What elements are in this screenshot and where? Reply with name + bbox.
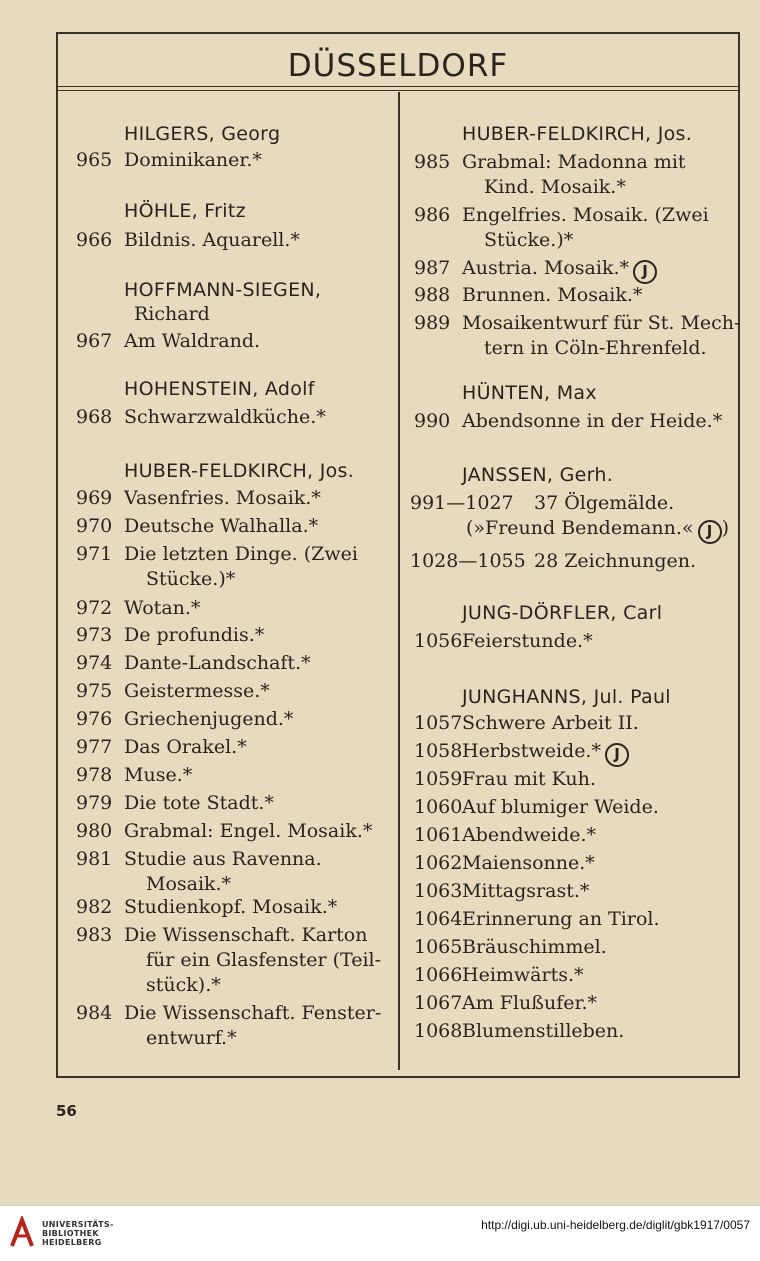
catalogue-number: 990 xyxy=(414,410,451,432)
catalogue-number: 971 xyxy=(76,543,113,565)
artwork-title-text: Griechenjugend.* xyxy=(124,708,294,730)
artwork-title xyxy=(462,992,597,1014)
artwork-title-continued xyxy=(146,568,235,590)
catalogue-number: 973 xyxy=(76,624,113,646)
artwork-title xyxy=(124,652,311,674)
artwork-title xyxy=(462,740,629,767)
artwork-title xyxy=(462,630,593,652)
catalogue-number: 977 xyxy=(76,736,113,758)
artwork-title-text: Studie aus Ravenna. xyxy=(124,848,322,870)
catalogue-number: 1056 xyxy=(414,630,463,652)
catalogue-number: 1067 xyxy=(414,992,463,1014)
artwork-title xyxy=(124,848,322,870)
closing-paren: ) xyxy=(721,517,729,539)
catalogue-number: 1059 xyxy=(414,768,463,790)
artwork-title-text: 37 Ölgemälde. xyxy=(534,492,675,514)
artwork-title-text: Abendweide.* xyxy=(462,824,597,846)
artwork-title-continued xyxy=(146,974,221,996)
artwork-title xyxy=(462,257,657,284)
artwork-title xyxy=(124,543,358,565)
artwork-title-text: Das Orakel.* xyxy=(124,736,247,758)
artwork-title-continued xyxy=(484,229,573,251)
artwork-title-text: tern in Cöln-Ehrenfeld. xyxy=(484,337,707,359)
artwork-title xyxy=(124,406,326,428)
artwork-title-text: Geistermesse.* xyxy=(124,680,270,702)
catalogue-number: 966 xyxy=(76,229,113,251)
catalogue-number: 1028—1055 xyxy=(410,550,526,572)
artist-name: HOHENSTEIN, Adolf xyxy=(124,378,315,400)
artwork-title xyxy=(462,151,686,173)
artwork-title xyxy=(124,1002,381,1024)
artwork-title xyxy=(534,550,696,572)
catalogue-number: 988 xyxy=(414,284,451,306)
artist-name: HILGERS, Georg xyxy=(124,123,281,145)
artwork-title-text: Dante-Landschaft.* xyxy=(124,652,311,674)
artwork-title-text: Deutsche Walhalla.* xyxy=(124,515,319,537)
page-number: 56 xyxy=(56,1102,77,1120)
artwork-title-text: Stücke.)* xyxy=(484,229,574,251)
artwork-title xyxy=(462,768,596,790)
artwork-title-text: Am Flußufer.* xyxy=(462,992,598,1014)
artwork-title-continued xyxy=(484,337,707,359)
artwork-title-text: Muse.* xyxy=(124,764,193,786)
artwork-title-text: Engelfries. Mosaik. (Zwei xyxy=(462,204,709,226)
artwork-title xyxy=(462,284,642,306)
page-title: DÜSSELDORF xyxy=(287,48,509,84)
artwork-title-text: Grabmal: Engel. Mosaik.* xyxy=(124,820,373,842)
catalogue-number: 979 xyxy=(76,792,113,814)
catalogue-number: 974 xyxy=(76,652,113,674)
library-logo-text xyxy=(42,1220,114,1247)
artist-name-continued: Richard xyxy=(134,303,210,325)
artwork-title xyxy=(124,924,367,946)
artwork-title xyxy=(462,410,722,432)
artwork-title xyxy=(462,1020,624,1042)
catalogue-number: 983 xyxy=(76,924,113,946)
artwork-title-text: stück).* xyxy=(146,974,221,996)
catalogue-number: 965 xyxy=(76,149,113,171)
artwork-title xyxy=(534,492,674,514)
artwork-title xyxy=(124,624,264,646)
artwork-title xyxy=(124,764,192,786)
catalogue-number: 989 xyxy=(414,312,451,334)
artwork-title-text: Mosaik.* xyxy=(146,873,232,895)
artwork-title xyxy=(124,487,321,509)
artwork-title-text: Die tote Stadt.* xyxy=(124,792,274,814)
catalogue-number: 1064 xyxy=(414,908,463,930)
artist-name: HÖHLE, Fritz xyxy=(124,200,246,222)
artwork-title-text: Maiensonne.* xyxy=(462,852,595,874)
jury-mark-icon: J xyxy=(633,260,657,284)
catalogue-number: 976 xyxy=(76,708,113,730)
catalogue-number: 1065 xyxy=(414,936,463,958)
catalogue-number: 1060 xyxy=(414,796,463,818)
artwork-title-text: (»Freund Bendemann.« xyxy=(466,517,694,539)
catalogue-number: 1062 xyxy=(414,852,463,874)
catalogue-number: 1057 xyxy=(414,712,463,734)
artwork-title-text: Feierstunde.* xyxy=(462,630,593,652)
artwork-title-text: Mosaikentwurf für St. Mech- xyxy=(462,312,741,334)
artwork-title xyxy=(124,820,372,842)
artwork-title-text: Bildnis. Aquarell.* xyxy=(124,229,300,251)
catalogue-number: 986 xyxy=(414,204,451,226)
artwork-title-text: Brunnen. Mosaik.* xyxy=(462,284,643,306)
catalogue-number: 1066 xyxy=(414,964,463,986)
catalogue-number: 970 xyxy=(76,515,113,537)
catalogue-number: 1063 xyxy=(414,880,463,902)
catalogue-number: 1061 xyxy=(414,824,463,846)
artwork-title-text: Schwarzwaldküche.* xyxy=(124,406,326,428)
artwork-title-text: Die Wissenschaft. Fenster- xyxy=(124,1002,382,1024)
source-url-link[interactable]: http://digi.ub.uni-heidelberg.de/diglit/gbk1917/0057 xyxy=(481,1218,750,1232)
artwork-title-text: entwurf.* xyxy=(146,1027,237,1049)
catalogue-number: 1058 xyxy=(414,740,463,762)
artwork-title-continued xyxy=(146,949,381,971)
artwork-title xyxy=(462,204,709,226)
logo-line: HEIDELBERG xyxy=(42,1238,102,1247)
artwork-title-continued xyxy=(466,517,729,544)
artwork-title xyxy=(124,792,274,814)
artwork-title-text: Heimwärts.* xyxy=(462,964,584,986)
logo-line: BIBLIOTHEK xyxy=(42,1229,99,1238)
catalogue-number: 982 xyxy=(76,896,113,918)
artist-name: HOFFMANN-SIEGEN, xyxy=(124,279,322,301)
artwork-title xyxy=(462,936,607,958)
catalogue-number: 975 xyxy=(76,680,113,702)
artwork-title xyxy=(462,908,660,930)
artwork-title xyxy=(124,708,293,730)
logo-line: UNIVERSITÄTS- xyxy=(42,1220,114,1229)
header-rule-top xyxy=(56,86,740,87)
artwork-title-text: De profundis.* xyxy=(124,624,265,646)
viewer-footer xyxy=(0,1205,760,1261)
catalogue-number: 984 xyxy=(76,1002,113,1024)
catalogue-number: 967 xyxy=(76,330,113,352)
artwork-title xyxy=(124,896,337,918)
artwork-title-text: Am Waldrand. xyxy=(124,330,261,352)
artwork-title xyxy=(124,149,262,171)
header-rule-bottom xyxy=(56,90,740,91)
catalogue-number: 968 xyxy=(76,406,113,428)
artwork-title-text: Auf blumiger Weide. xyxy=(462,796,659,818)
artwork-title-text: Vasenfries. Mosaik.* xyxy=(124,487,321,509)
catalogue-number: 987 xyxy=(414,257,451,279)
artwork-title xyxy=(124,229,300,251)
artwork-title-text: Studienkopf. Mosaik.* xyxy=(124,896,338,918)
artist-name: JUNG-DÖRFLER, Carl xyxy=(462,602,663,624)
artwork-title-text: Frau mit Kuh. xyxy=(462,768,596,790)
catalogue-number: 985 xyxy=(414,151,451,173)
artwork-title xyxy=(462,880,589,902)
artwork-title-continued xyxy=(484,176,626,198)
catalogue-number: 978 xyxy=(76,764,113,786)
artist-name: JANSSEN, Gerh. xyxy=(462,464,614,486)
column-divider xyxy=(398,92,400,1070)
artwork-title xyxy=(462,852,595,874)
jury-mark-icon: J xyxy=(605,743,629,767)
artist-name: JUNGHANNS, Jul. Paul xyxy=(462,686,671,708)
artwork-title-text: für ein Glasfenster (Teil- xyxy=(146,949,382,971)
library-logo-icon xyxy=(8,1216,36,1252)
artwork-title-text: Austria. Mosaik.* xyxy=(462,257,630,279)
catalogue-number: 972 xyxy=(76,597,113,619)
artwork-title-text: Kind. Mosaik.* xyxy=(484,176,626,198)
artist-name: HUBER-FELDKIRCH, Jos. xyxy=(124,460,355,482)
artwork-title-text: Herbstweide.* xyxy=(462,740,601,762)
artwork-title-continued xyxy=(146,873,231,895)
artwork-title xyxy=(462,964,584,986)
artwork-title-text: Bräuschimmel. xyxy=(462,936,607,958)
artwork-title-text: Schwere Arbeit II. xyxy=(462,712,639,734)
artwork-title-text: Abendsonne in der Heide.* xyxy=(462,410,723,432)
artwork-title-text: Grabmal: Madonna mit xyxy=(462,151,686,173)
artwork-title-text: Dominikaner.* xyxy=(124,149,262,171)
artwork-title-text: 28 Zeichnungen. xyxy=(534,550,697,572)
artwork-title-text: Stücke.)* xyxy=(146,568,236,590)
artwork-title xyxy=(124,736,247,758)
artwork-title xyxy=(462,712,639,734)
catalogue-number: 981 xyxy=(76,848,113,870)
artist-name: HUBER-FELDKIRCH, Jos. xyxy=(462,123,693,145)
artwork-title-text: Wotan.* xyxy=(124,597,201,619)
artwork-title xyxy=(124,330,260,352)
artist-name: HÜNTEN, Max xyxy=(462,382,597,404)
artwork-title xyxy=(462,824,596,846)
artwork-title xyxy=(124,515,318,537)
artwork-title xyxy=(462,796,659,818)
catalogue-number: 1068 xyxy=(414,1020,463,1042)
catalogue-number: 980 xyxy=(76,820,113,842)
artwork-title-text: Erinnerung an Tirol. xyxy=(462,908,660,930)
artwork-title-continued xyxy=(146,1027,237,1049)
catalogue-number: 969 xyxy=(76,487,113,509)
catalogue-number: 991—1027 xyxy=(410,492,514,514)
artwork-title-text: Die letzten Dinge. (Zwei xyxy=(124,543,358,565)
artwork-title xyxy=(462,312,740,334)
artwork-title xyxy=(124,680,270,702)
artwork-title xyxy=(124,597,200,619)
artwork-title-text: Blumenstilleben. xyxy=(462,1020,625,1042)
artwork-title-text: Die Wissenschaft. Karton xyxy=(124,924,368,946)
jury-mark-icon: J xyxy=(698,520,722,544)
artwork-title-text: Mittagsrast.* xyxy=(462,880,590,902)
